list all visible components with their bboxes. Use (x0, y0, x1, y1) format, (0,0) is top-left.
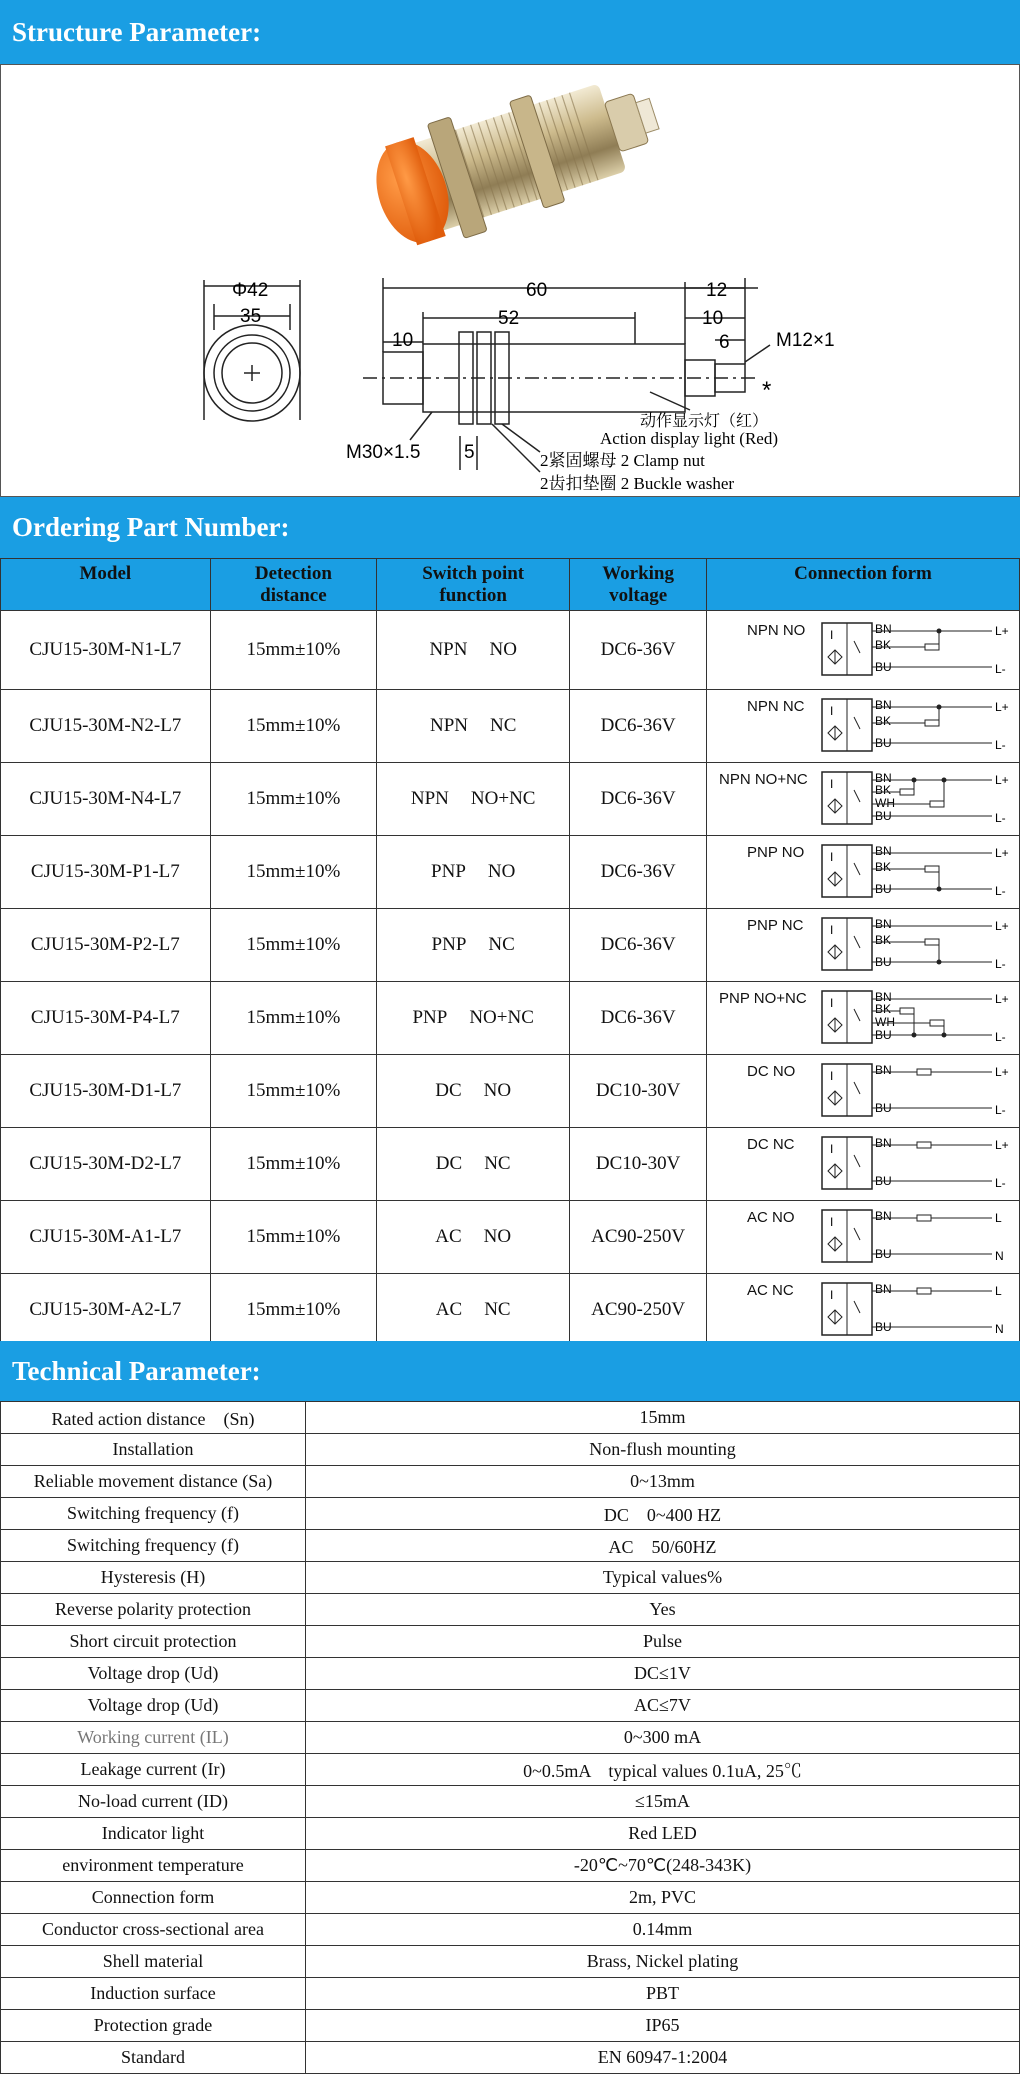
voltage-cell: DC6-36V (570, 982, 707, 1055)
connection-diagram-cell (707, 1128, 1020, 1201)
dim-m30: M30×1.5 (346, 442, 421, 463)
voltage-cell: DC6-36V (570, 836, 707, 909)
param-name: Induction surface (1, 1978, 306, 2010)
wiring-diagram (707, 1129, 1019, 1193)
voltage-cell: DC6-36V (570, 763, 707, 836)
param-name: Voltage drop (Ud) (1, 1690, 306, 1722)
model-cell: CJU15-30M-P4-L7 (1, 982, 211, 1055)
switch-function: NO (489, 639, 517, 660)
model-cell: CJU15-30M-P1-L7 (1, 836, 211, 909)
diagram-i: I (830, 704, 834, 718)
distance-cell: 15mm±10% (210, 611, 377, 690)
param-value: 0~0.5mA typical values 0.1uA, 25℃ (306, 1754, 1020, 1786)
wiring-diagram (707, 615, 1019, 679)
svg-text:BU: BU (875, 736, 892, 750)
dim-52: 52 (498, 308, 520, 329)
switch-type: PNP (431, 934, 467, 955)
connection-diagram-cell (707, 763, 1020, 836)
distance-cell: 15mm±10% (210, 836, 377, 909)
svg-text:BU: BU (875, 1174, 892, 1188)
voltage-cell: DC10-30V (570, 1128, 707, 1201)
switch-function: NC (484, 1153, 511, 1174)
svg-text:BU: BU (875, 882, 892, 896)
svg-text:BU: BU (875, 955, 892, 969)
diagram-i: I (830, 1069, 834, 1083)
table-row (1, 1658, 1020, 1690)
table-row (1, 763, 1020, 836)
diagram-label: PNP NO+NC (719, 990, 807, 1007)
svg-text:BN: BN (875, 917, 892, 931)
param-value: 0.14mm (306, 1914, 1020, 1946)
table-row (1, 1562, 1020, 1594)
table-row (1, 836, 1020, 909)
connection-diagram-cell (707, 1201, 1020, 1274)
table-row (1, 1274, 1020, 1347)
param-value: 2m, PVC (306, 1882, 1020, 1914)
param-name: Switching frequency (f) (1, 1530, 306, 1562)
svg-text:L-: L- (995, 1030, 1006, 1044)
svg-text:BN: BN (875, 844, 892, 858)
switch-type: PNP (431, 861, 466, 882)
table-row (1, 1498, 1020, 1530)
table-row (1, 1882, 1020, 1914)
param-value: AC≤7V (306, 1690, 1020, 1722)
svg-text:BU: BU (875, 1247, 892, 1261)
dim-60: 60 (526, 280, 548, 301)
svg-text:L+: L+ (995, 992, 1009, 1006)
diagram-i: I (830, 1215, 834, 1229)
wiring-diagram (707, 983, 1019, 1047)
label-buckle-washer: 2齿扣垫圈 2 Buckle washer (540, 474, 735, 493)
distance-cell: 15mm±10% (210, 909, 377, 982)
col-switch-point-function: Switch point function (377, 559, 570, 611)
param-value: DC 0~400 HZ (306, 1498, 1020, 1530)
diagram-label: AC NO (747, 1209, 795, 1226)
param-name: Indicator light (1, 1818, 306, 1850)
param-value: EN 60947-1:2004 (306, 2042, 1020, 2074)
model-cell: CJU15-30M-A1-L7 (1, 1201, 211, 1274)
switch-type: NPN (429, 715, 468, 736)
label-action-cn: 动作显示灯（红） (640, 413, 769, 430)
distance-cell: 15mm±10% (210, 1128, 377, 1201)
diagram-i: I (830, 923, 834, 937)
voltage-cell: AC90-250V (570, 1201, 707, 1274)
col-working-voltage: Working voltage (570, 559, 707, 611)
table-row (1, 1201, 1020, 1274)
svg-text:BU: BU (875, 1101, 892, 1115)
sensor-drawing (0, 64, 1020, 497)
svg-text:BN: BN (875, 1063, 892, 1077)
switch-type: AC (435, 1226, 462, 1247)
dim-5: 5 (464, 442, 475, 463)
param-value: 0~300 mA (306, 1722, 1020, 1754)
svg-text:BN: BN (875, 771, 892, 785)
table-row (1, 2010, 1020, 2042)
table-row (1, 1818, 1020, 1850)
svg-text:BK: BK (875, 1002, 892, 1016)
param-name: Connection form (1, 1882, 306, 1914)
technical-heading: Technical Parameter: (0, 1341, 1020, 1401)
wiring-diagram (707, 1275, 1019, 1339)
wiring-diagram (707, 837, 1019, 901)
table-row (1, 1466, 1020, 1498)
table-row (1, 1946, 1020, 1978)
svg-text:L+: L+ (995, 624, 1009, 638)
svg-text:BK: BK (875, 714, 892, 728)
svg-text:BK: BK (875, 933, 892, 947)
dim-6: 6 (719, 332, 730, 353)
table-row (1, 1914, 1020, 1946)
table-row (1, 1786, 1020, 1818)
table-row (1, 982, 1020, 1055)
svg-text:BN: BN (875, 698, 892, 712)
param-value: Non-flush mounting (306, 1434, 1020, 1466)
table-row (1, 1128, 1020, 1201)
switch-type: DC (435, 1080, 462, 1101)
table-row (1, 1754, 1020, 1786)
param-value: Typical values% (306, 1562, 1020, 1594)
table-row (1, 1626, 1020, 1658)
param-name: Voltage drop (Ud) (1, 1658, 306, 1690)
svg-text:L+: L+ (995, 700, 1009, 714)
distance-cell: 15mm±10% (210, 1201, 377, 1274)
distance-cell: 15mm±10% (210, 982, 377, 1055)
table-row (1, 1978, 1020, 2010)
svg-text:BK: BK (875, 783, 892, 797)
svg-text:BU: BU (875, 660, 892, 674)
wiring-diagram (707, 691, 1019, 755)
dim-phi42: Φ42 (232, 280, 269, 301)
switch-function: NO (483, 1226, 512, 1247)
table-row (1, 1594, 1020, 1626)
svg-text:BU: BU (875, 809, 892, 823)
svg-text:BN: BN (875, 1209, 892, 1223)
svg-text:L-: L- (995, 957, 1006, 971)
param-value: IP65 (306, 2010, 1020, 2042)
col-detection-distance: Detection distance (210, 559, 377, 611)
connection-diagram-cell (707, 836, 1020, 909)
diagram-i: I (830, 996, 834, 1010)
switch-type: NPN (410, 788, 449, 809)
switch-function: NO (487, 861, 516, 882)
svg-text:L-: L- (995, 662, 1006, 676)
svg-text:L-: L- (995, 811, 1006, 825)
param-name: Working current (IL) (1, 1722, 306, 1754)
diagram-label: PNP NC (747, 917, 804, 934)
function-cell (377, 611, 570, 690)
model-cell: CJU15-30M-N4-L7 (1, 763, 211, 836)
table-row (1, 1055, 1020, 1128)
structure-heading: Structure Parameter: (0, 0, 1020, 64)
connection-diagram-cell (707, 982, 1020, 1055)
switch-function: NC (484, 1299, 511, 1320)
param-name: Rated action distance (Sn) (1, 1402, 306, 1434)
distance-cell: 15mm±10% (210, 763, 377, 836)
switch-function: NC (489, 715, 517, 736)
diagram-label: DC NC (747, 1136, 795, 1153)
param-value: Brass, Nickel plating (306, 1946, 1020, 1978)
svg-text:L+: L+ (995, 919, 1009, 933)
voltage-cell: AC90-250V (570, 1274, 707, 1347)
param-name: Leakage current (Ir) (1, 1754, 306, 1786)
distance-cell: 15mm±10% (210, 1055, 377, 1128)
svg-text:WH: WH (875, 796, 895, 810)
table-row (1, 1690, 1020, 1722)
ordering-table (0, 558, 1020, 1347)
model-cell: CJU15-30M-D2-L7 (1, 1128, 211, 1201)
function-cell (377, 763, 570, 836)
svg-text:L+: L+ (995, 1138, 1009, 1152)
distance-cell: 15mm±10% (210, 690, 377, 763)
switch-function: NC (488, 934, 515, 955)
svg-text:L+: L+ (995, 1065, 1009, 1079)
function-cell (377, 1128, 570, 1201)
ordering-heading: Ordering Part Number: (0, 497, 1020, 558)
label-clamp-nut: 2紧固螺母 2 Clamp nut (540, 451, 705, 470)
param-name: environment temperature (1, 1850, 306, 1882)
switch-function: NO+NC (470, 788, 536, 809)
svg-text:BN: BN (875, 622, 892, 636)
param-value: 15mm (306, 1402, 1020, 1434)
connection-diagram-cell (707, 690, 1020, 763)
svg-text:L: L (995, 1211, 1002, 1225)
svg-text:BN: BN (875, 990, 892, 1004)
switch-function: NO (483, 1080, 512, 1101)
table-row (1, 611, 1020, 690)
col-connection-form: Connection form (707, 559, 1020, 611)
param-name: Standard (1, 2042, 306, 2074)
diagram-i: I (830, 850, 834, 864)
model-cell: CJU15-30M-P2-L7 (1, 909, 211, 982)
svg-text:BN: BN (875, 1282, 892, 1296)
sensor-photo (362, 64, 673, 260)
function-cell (377, 982, 570, 1055)
label-action-en: Action display light (Red) (600, 429, 779, 448)
dim-10-right: 10 (702, 308, 724, 329)
param-name: Installation (1, 1434, 306, 1466)
svg-text:L: L (995, 1284, 1002, 1298)
param-value: AC 50/60HZ (306, 1530, 1020, 1562)
param-value: Pulse (306, 1626, 1020, 1658)
wiring-diagram (707, 764, 1019, 828)
voltage-cell: DC6-36V (570, 909, 707, 982)
dim-12: 12 (706, 280, 728, 301)
svg-text:BK: BK (875, 860, 892, 874)
table-row (1, 1530, 1020, 1562)
svg-text:N: N (995, 1322, 1004, 1336)
param-value: DC≤1V (306, 1658, 1020, 1690)
diagram-label: DC NO (747, 1063, 796, 1080)
function-cell (377, 1055, 570, 1128)
function-cell (377, 1201, 570, 1274)
param-name: Reliable movement distance (Sa) (1, 1466, 306, 1498)
connection-diagram-cell (707, 909, 1020, 982)
table-row (1, 2042, 1020, 2074)
technical-table (0, 1401, 1020, 2074)
wiring-diagram (707, 1202, 1019, 1266)
svg-text:L-: L- (995, 1103, 1006, 1117)
diagram-i: I (830, 777, 834, 791)
table-row (1, 909, 1020, 982)
switch-function: NO+NC (469, 1007, 534, 1028)
param-name: Shell material (1, 1946, 306, 1978)
model-cell: CJU15-30M-N1-L7 (1, 611, 211, 690)
param-name: Switching frequency (f) (1, 1498, 306, 1530)
param-name: Conductor cross-sectional area (1, 1914, 306, 1946)
diagram-label: NPN NC (747, 698, 805, 715)
front-view (204, 280, 300, 421)
dim-10-left: 10 (392, 330, 414, 351)
dim-35: 35 (240, 306, 262, 327)
svg-text:WH: WH (875, 1015, 895, 1029)
param-name: Hysteresis (H) (1, 1562, 306, 1594)
param-name: Protection grade (1, 2010, 306, 2042)
wiring-diagram (707, 910, 1019, 974)
switch-type: PNP (412, 1007, 448, 1028)
param-value: ≤15mA (306, 1786, 1020, 1818)
param-value: Red LED (306, 1818, 1020, 1850)
param-value: -20℃~70℃(248-343K) (306, 1850, 1020, 1882)
voltage-cell: DC10-30V (570, 1055, 707, 1128)
svg-text:BU: BU (875, 1028, 892, 1042)
function-cell (377, 909, 570, 982)
switch-type: AC (435, 1299, 463, 1320)
col-model: Model (1, 559, 211, 611)
table-row (1, 690, 1020, 763)
diagram-label: PNP NO (747, 844, 805, 861)
ordering-header-row (1, 559, 1020, 611)
diagram-i: I (830, 1288, 834, 1302)
voltage-cell: DC6-36V (570, 611, 707, 690)
svg-text:BN: BN (875, 1136, 892, 1150)
connection-diagram-cell (707, 611, 1020, 690)
wiring-diagram (707, 1056, 1019, 1120)
switch-type: NPN (429, 639, 468, 660)
param-name: Reverse polarity protection (1, 1594, 306, 1626)
param-value: Yes (306, 1594, 1020, 1626)
table-row (1, 1434, 1020, 1466)
dim-star: * (762, 377, 772, 404)
voltage-cell: DC6-36V (570, 690, 707, 763)
svg-text:L+: L+ (995, 846, 1009, 860)
model-cell: CJU15-30M-N2-L7 (1, 690, 211, 763)
diagram-i: I (830, 628, 834, 642)
svg-text:N: N (995, 1249, 1004, 1263)
diagram-label: AC NC (747, 1282, 794, 1299)
diagram-label: NPN NO+NC (719, 771, 808, 788)
param-value: PBT (306, 1978, 1020, 2010)
model-cell: CJU15-30M-A2-L7 (1, 1274, 211, 1347)
distance-cell: 15mm±10% (210, 1274, 377, 1347)
table-row (1, 1722, 1020, 1754)
svg-text:L-: L- (995, 738, 1006, 752)
connection-diagram-cell (707, 1055, 1020, 1128)
table-row (1, 1850, 1020, 1882)
function-cell (377, 690, 570, 763)
svg-text:BU: BU (875, 1320, 892, 1334)
switch-type: DC (435, 1153, 463, 1174)
connection-diagram-cell (707, 1274, 1020, 1347)
param-name: No-load current (ID) (1, 1786, 306, 1818)
svg-text:L-: L- (995, 1176, 1006, 1190)
diagram-label: NPN NO (747, 622, 806, 639)
param-name: Short circuit protection (1, 1626, 306, 1658)
model-cell: CJU15-30M-D1-L7 (1, 1055, 211, 1128)
function-cell (377, 836, 570, 909)
param-value: 0~13mm (306, 1466, 1020, 1498)
table-row (1, 1402, 1020, 1434)
svg-text:L+: L+ (995, 773, 1009, 787)
function-cell (377, 1274, 570, 1347)
svg-text:BK: BK (875, 638, 892, 652)
diagram-i: I (830, 1142, 834, 1156)
svg-text:L-: L- (995, 884, 1006, 898)
dim-m12: M12×1 (776, 330, 835, 351)
